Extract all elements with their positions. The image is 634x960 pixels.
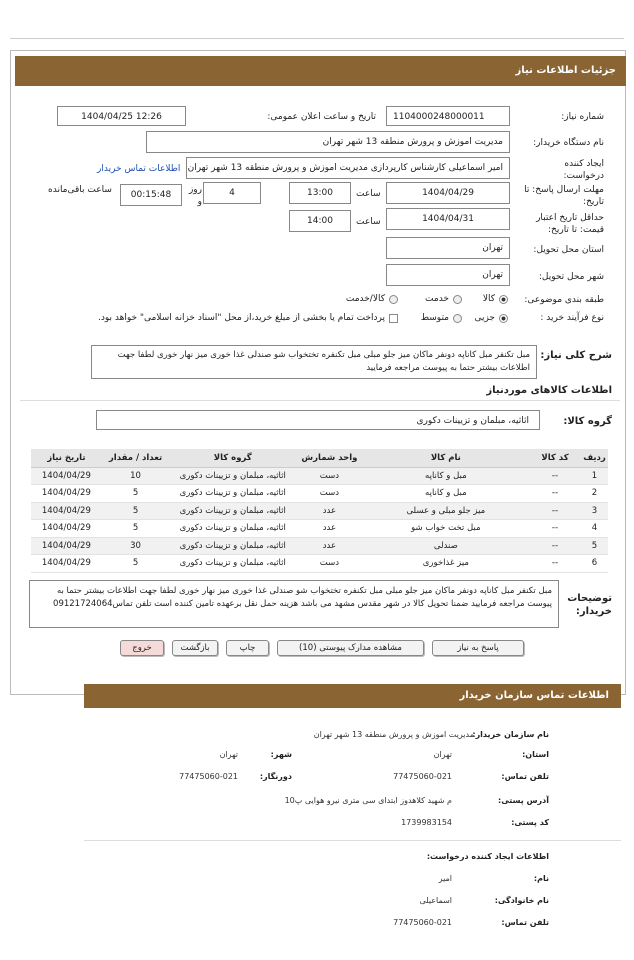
goods-group-field: اثاثیه، مبلمان و تزیینات دکوری <box>96 410 540 430</box>
buyer-contact-link[interactable]: اطلاعات تماس خریدار <box>97 164 181 174</box>
cell-row: 4 <box>581 520 608 538</box>
radio-icon[interactable] <box>389 295 398 304</box>
col-header-row: ردیف <box>581 449 608 467</box>
cell-unit: عدد <box>296 537 363 555</box>
creator-phone-value: 77475060-021 <box>393 918 452 927</box>
contact-fax-value: 77475060-021 <box>179 772 238 781</box>
validity-time-label: ساعت <box>356 217 381 227</box>
cell-qty: 5 <box>102 520 170 538</box>
contact-province-label: استان: <box>522 750 549 759</box>
cell-unit: دست <box>296 555 363 573</box>
cell-date: 1404/04/29 <box>31 537 102 555</box>
checkbox-icon[interactable] <box>389 314 398 323</box>
city-label: شهر محل تحویل: <box>538 272 604 282</box>
validity-date-field: 1404/04/31 <box>386 208 510 230</box>
creator-info-title: اطلاعات ایجاد کننده درخواست: <box>426 852 549 861</box>
contact-phone-value: 77475060-021 <box>393 772 452 781</box>
table-row <box>31 537 608 555</box>
buyer-notes-box: مبل تکنفر مبل کاناپه دونفر ماکان میز جلو مبلی مبل تکنفره تختخواب شو صندلی غذا خوری میز نهار خوری لطفا جهت اطلاعات بیشتر حتما به پیوست مراجعه فرمایید ضمنا تحویل کالا در شهر مقدس مشهد می باشد هزینه حمل نقل برعهده تامین کننده است تلفن تماس09121724064 <box>29 580 559 628</box>
col-header-date: تاریخ نیاز <box>31 449 102 467</box>
contact-postal-label: کد پستی: <box>511 818 549 827</box>
deadline-label: مهلت ارسال پاسخ: تا تاریخ: <box>524 185 604 207</box>
cell-qty: 10 <box>102 467 170 485</box>
cell-qty: 5 <box>102 485 170 503</box>
creator-first-name-value: امیر <box>438 874 452 883</box>
cell-row: 3 <box>581 502 608 520</box>
need-number-field: 1104000248000011 <box>386 106 510 126</box>
deadline-date-field: 1404/04/29 <box>386 182 510 204</box>
contact-section-title: اطلاعات تماس سازمان خریدار <box>84 684 621 708</box>
cell-group: اثاثیه، مبلمان و تزیینات دکوری <box>169 502 296 520</box>
cell-name: صندلی <box>363 537 529 555</box>
attachments-button[interactable]: مشاهده مدارک پیوستی (10) <box>277 640 424 656</box>
cell-date: 1404/04/29 <box>31 467 102 485</box>
cell-qty: 5 <box>102 502 170 520</box>
process-option-medium[interactable]: متوسط <box>421 313 462 323</box>
cell-unit: عدد <box>296 520 363 538</box>
contact-province-value: تهران <box>433 750 452 759</box>
cell-group: اثاثیه، مبلمان و تزیینات دکوری <box>169 555 296 573</box>
cell-name: مبل و کاناپه <box>363 485 529 503</box>
contact-city-label: شهر: <box>270 750 292 759</box>
goods-section-title: اطلاعات کالاهای موردنیاز <box>486 385 612 396</box>
cell-date: 1404/04/29 <box>31 555 102 573</box>
cell-group: اثاثیه، مبلمان و تزیینات دکوری <box>169 467 296 485</box>
category-option-goods-service[interactable]: کالا/خدمت <box>346 294 398 304</box>
creator-phone-label: تلفن تماس: <box>501 918 549 927</box>
process-option-minor[interactable]: جزیی <box>474 313 508 323</box>
cell-row: 1 <box>581 467 608 485</box>
cell-unit: دست <box>296 485 363 503</box>
cell-name: میز غذاخوری <box>363 555 529 573</box>
table-header-row <box>31 449 608 467</box>
radio-selected-icon[interactable] <box>499 295 508 304</box>
buyer-notes-label: توضیحات خریدار: <box>567 593 612 617</box>
cell-name: مبل تخت خواب شو <box>363 520 529 538</box>
col-header-code: کد کالا <box>529 449 581 467</box>
table-row <box>31 467 608 485</box>
cell-row: 5 <box>581 537 608 555</box>
city-field: تهران <box>386 264 510 286</box>
cell-name: میز جلو مبلی و عسلی <box>363 502 529 520</box>
cell-group: اثاثیه، مبلمان و تزیینات دکوری <box>169 537 296 555</box>
radio-selected-icon[interactable] <box>499 314 508 323</box>
contact-fax-label: دورنگار: <box>259 772 292 781</box>
buyer-org-field: مدیریت اموزش و پرورش منطقه 13 شهر تهران <box>146 131 510 153</box>
reply-button[interactable]: پاسخ به نیاز <box>432 640 524 656</box>
print-button[interactable]: چاپ <box>226 640 269 656</box>
validity-label: حداقل تاریخ اعتبار قیمت: تا تاریخ: <box>536 213 604 235</box>
deadline-time-label: ساعت <box>356 189 381 199</box>
description-box: مبل تکنفر مبل کاناپه دونفر ماکان میز جلو مبلی مبل تکنفره تختخواب شو صندلی غذا خوری میز نهار خوری لطفا جهت اطلاعات بیشتر حتما به پیوست مراجعه فرمایید <box>91 345 537 379</box>
remaining-time-field: 00:15:48 <box>120 184 182 206</box>
col-header-name: نام کالا <box>363 449 529 467</box>
contact-city-value: تهران <box>219 750 238 759</box>
top-divider <box>10 38 624 39</box>
category-label: طبقه بندی موضوعی: <box>524 295 604 305</box>
radio-icon[interactable] <box>453 295 462 304</box>
cell-qty: 30 <box>102 537 170 555</box>
category-option-goods[interactable]: کالا <box>483 294 508 304</box>
contact-divider <box>84 840 621 841</box>
col-header-unit: واحد شمارش <box>296 449 363 467</box>
days-label: روز و <box>188 185 202 207</box>
cell-code: -- <box>529 467 581 485</box>
cell-date: 1404/04/29 <box>31 485 102 503</box>
creator-first-name-label: نام: <box>533 874 549 883</box>
cell-unit: دست <box>296 467 363 485</box>
need-number-label: شماره نیاز: <box>561 112 604 122</box>
buyer-org-label: نام دستگاه خریدار: <box>533 138 604 148</box>
cell-code: -- <box>529 555 581 573</box>
cell-unit: عدد <box>296 502 363 520</box>
cell-row: 6 <box>581 555 608 573</box>
table-row <box>31 502 608 520</box>
contact-address-label: آدرس پستی: <box>498 796 549 805</box>
creator-field: امیر اسماعیلی کارشناس کارپردازی مدیریت اموزش و پرورش منطقه 13 شهر تهران <box>186 157 510 179</box>
cell-name: مبل و کاناپه <box>363 467 529 485</box>
creator-last-name-label: نام خانوادگی: <box>494 896 549 905</box>
col-header-qty: تعداد / مقدار <box>102 449 170 467</box>
contact-org-label: نام سازمان خریدار: <box>472 730 549 739</box>
table-row <box>31 555 608 573</box>
days-field: 4 <box>203 182 261 204</box>
items-table <box>31 449 608 573</box>
deadline-time-field: 13:00 <box>289 182 351 204</box>
cell-qty: 5 <box>102 555 170 573</box>
table-row <box>31 520 608 538</box>
validity-time-field: 14:00 <box>289 210 351 232</box>
payment-checkbox-row[interactable]: پرداخت تمام یا بخشی از مبلغ خرید،از محل "اسناد خزانه اسلامی" خواهد بود. <box>98 313 398 323</box>
cell-code: -- <box>529 537 581 555</box>
cell-date: 1404/04/29 <box>31 502 102 520</box>
page-title: جزئیات اطلاعات نیاز <box>15 56 626 86</box>
table-row <box>31 485 608 503</box>
cell-code: -- <box>529 485 581 503</box>
contact-phone-label: تلفن تماس: <box>501 772 549 781</box>
cell-date: 1404/04/29 <box>31 520 102 538</box>
contact-org-value: مدیریت اموزش و پرورش منطقه 13 شهر تهران <box>313 730 474 739</box>
exit-button[interactable]: خروج <box>120 640 164 656</box>
category-option-service[interactable]: خدمت <box>425 294 462 304</box>
goods-group-label: گروه کالا: <box>563 416 612 427</box>
description-label: شرح کلی نیاز: <box>540 350 612 361</box>
province-field: تهران <box>386 237 510 259</box>
creator-label: ایجاد کننده درخواست: <box>563 159 604 181</box>
remaining-label: ساعت باقی‌مانده <box>48 185 112 195</box>
col-header-group: گروه کالا <box>169 449 296 467</box>
cell-group: اثاثیه، مبلمان و تزیینات دکوری <box>169 520 296 538</box>
cell-row: 2 <box>581 485 608 503</box>
announce-label: تاریخ و ساعت اعلان عمومی: <box>267 112 376 122</box>
contact-address-value: م شهید کلاهدوز ابتدای سی متری نیرو هوایی پ10 <box>284 796 452 805</box>
province-label: استان محل تحویل: <box>533 245 604 255</box>
cell-group: اثاثیه، مبلمان و تزیینات دکوری <box>169 485 296 503</box>
section-divider <box>20 400 620 401</box>
creator-last-name-value: اسماعیلی <box>419 896 452 905</box>
process-label: نوع فرآیند خرید : <box>540 313 604 323</box>
announce-field: 1404/04/25 12:26 <box>57 106 186 126</box>
cell-code: -- <box>529 520 581 538</box>
cell-code: -- <box>529 502 581 520</box>
radio-icon[interactable] <box>453 314 462 323</box>
back-button[interactable]: بازگشت <box>172 640 218 656</box>
contact-postal-value: 1739983154 <box>401 818 452 827</box>
